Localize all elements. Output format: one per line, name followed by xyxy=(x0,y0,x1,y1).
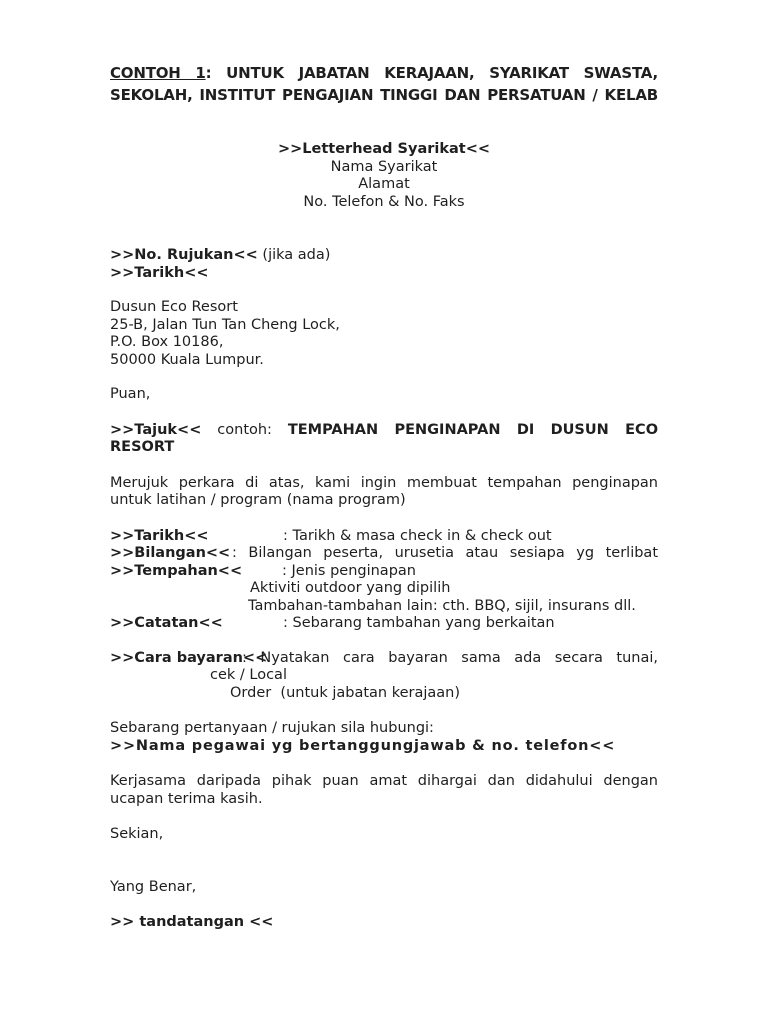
detail-tarikh-desc: : Tarikh & masa check in & check out xyxy=(283,527,552,544)
subject-block xyxy=(110,422,658,457)
detail-bilangan-desc: : Bilangan peserta, urusetia atau sesiapa yg terlibat xyxy=(232,545,658,561)
detail-tempahan-label: >>Tempahan<< xyxy=(110,562,243,579)
signature-placeholder: >> tandatangan << xyxy=(110,914,274,930)
letter-content xyxy=(110,62,658,932)
heading-line-2: SEKOLAH, INSTITUT PENGAJIAN TINGGI DAN PERSATUAN / KELAB xyxy=(110,86,658,104)
recipient-address xyxy=(110,299,658,369)
yang-benar-line: Yang Benar, xyxy=(110,878,197,895)
contact-officer-placeholder: >>Nama pegawai yg bertanggungjawab & no. telefon<< xyxy=(110,737,616,754)
intro-line-1: Merujuk perkara di atas, kami ingin membuat tempahan penginapan xyxy=(110,474,658,491)
intro-line-2: untuk latihan / program (nama program) xyxy=(110,492,406,508)
payment-cont-1: cek / Local xyxy=(210,667,287,683)
detail-tempahan-sub-1: Aktiviti outdoor yang dipilih xyxy=(250,580,451,596)
subject-title-line-1: TEMPAHAN PENGINAPAN DI DUSUN ECO xyxy=(287,421,659,438)
recipient-line-3: P.O. Box 10186, xyxy=(110,334,224,350)
intro-paragraph xyxy=(110,475,658,510)
detail-tempahan-sub-2: Tambahan-tambahan lain: cth. BBQ, sijil, insurans dll. xyxy=(248,597,636,614)
recipient-line-2: 25-B, Jalan Tun Tan Cheng Lock, xyxy=(110,316,340,333)
letterhead-company-name: Nama Syarikat xyxy=(330,158,438,175)
reference-number-line xyxy=(110,247,658,265)
detail-catatan-label: >>Catatan<< xyxy=(110,615,223,631)
payment-row xyxy=(110,650,658,668)
recipient-line-1: Dusun Eco Resort xyxy=(110,299,238,315)
detail-bilangan-row xyxy=(110,545,658,563)
detail-tarikh-label: >>Tarikh<< xyxy=(110,527,209,544)
contoh-reference: CONTOH 1 xyxy=(110,64,206,82)
subject-line-1 xyxy=(110,422,658,440)
heading-line-1-rest: : UNTUK JABATAN KERAJAAN, SYARIKAT SWASTA, xyxy=(205,64,658,82)
document-heading xyxy=(110,62,658,106)
detail-bilangan-label: >>Bilangan<< xyxy=(110,545,231,561)
reference-block xyxy=(110,247,658,282)
payment-block xyxy=(110,650,658,703)
reference-number-note: (jika ada) xyxy=(262,247,331,263)
letterhead-address: Alamat xyxy=(358,176,410,192)
sekian-line: Sekian, xyxy=(110,826,164,842)
detail-tempahan-row xyxy=(110,563,658,581)
details-list xyxy=(110,528,658,633)
detail-tarikh-row xyxy=(110,528,658,546)
payment-cont-2: Order (untuk jabatan kerajaan) xyxy=(230,684,461,701)
reference-date-line: >>Tarikh<< xyxy=(110,264,209,281)
detail-tempahan-desc: : Jenis penginapan xyxy=(282,562,416,579)
payment-label: >>Cara bayaran<< xyxy=(110,649,268,666)
letterhead-block xyxy=(110,141,658,211)
thanks-paragraph xyxy=(110,773,658,808)
detail-catatan-row xyxy=(110,615,658,633)
payment-desc: : Nyatakan cara bayaran sama ada secara tunai, xyxy=(242,649,658,666)
reference-number-label: >>No. Rujukan<< xyxy=(110,247,258,263)
contact-line-1: Sebarang pertanyaan / rujukan sila hubungi: xyxy=(110,720,434,736)
subject-mid: contoh: xyxy=(217,421,272,438)
contact-block xyxy=(110,720,658,755)
letterhead-title: >>Letterhead Syarikat<< xyxy=(277,141,491,157)
subject-title-line-2: RESORT xyxy=(110,439,175,455)
detail-catatan-desc: : Sebarang tambahan yang berkaitan xyxy=(283,615,555,631)
recipient-line-4: 50000 Kuala Lumpur. xyxy=(110,351,264,368)
salutation: Puan, xyxy=(110,386,151,402)
heading-line-1 xyxy=(110,62,658,84)
thanks-line-2: ucapan terima kasih. xyxy=(110,790,263,807)
thanks-line-1: Kerjasama daripada pihak puan amat dihargai dan didahului dengan xyxy=(110,773,658,789)
subject-label: >>Tajuk<< xyxy=(110,421,202,438)
letterhead-phone-fax: No. Telefon & No. Faks xyxy=(303,193,465,210)
